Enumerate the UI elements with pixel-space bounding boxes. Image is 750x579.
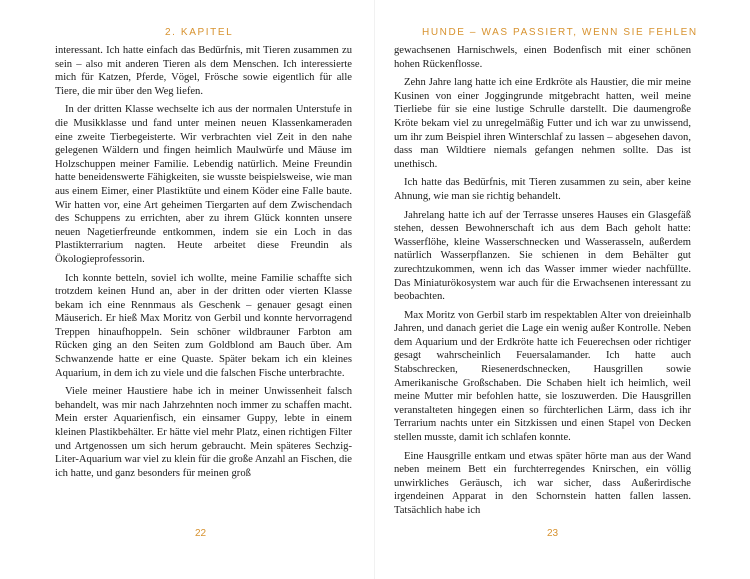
paragraph: Ich hatte das Bedürfnis, mit Tieren zusammen zu sein, aber keine Ahnung, wie man sie richtig behandelt. [394, 177, 691, 202]
page-number-left: 22 [195, 528, 207, 539]
paragraph: Jahrelang hatte ich auf der Terrasse unseres Hauses ein Glasgefäß stehen, dessen Bewohnerschaft ich aus dem Bach geholt hatte: Wasserflöhe, kleine Wasserschnecken und Wasserasseln, außerdem natürlich Wasserpflanzen. Sie schienen in dem Behälter gut zurechtzukommen, wenn ich das Wasser immer wieder nachfüllte. Das Miniaturökosystem war auch für die Erwachsenen interessant zu beobachten. [394, 209, 691, 303]
right-page [375, 0, 750, 579]
paragraph: interessant. Ich hatte einfach das Bedürfnis, mit Tieren zusammen zu sein – also mit anderen Tieren als dem Menschen. Ich interessierte mich für Katzen, Pferde, Vögel, Frösche sowie eigentlich für alle Tiere, die mir über den Weg liefen. [55, 45, 352, 97]
paragraph: Viele meiner Haustiere habe ich in meiner Unwissenheit falsch behandelt, was mir nach Jahrzehnten noch immer zu schaffen macht. Mein erster Aquarienfisch, ein einsamer Guppy, lebte in einem kleinen Plastikbehälter. Er hätte viel mehr Platz, einen richtigen Filter und Artgenossen um sich herum gebraucht. Mein späteres Sechzig-Liter-Aquarium war viel zu klein für die große Anzahl an Fischen, die ich hatte, und ganz besonders für meinen groß [55, 386, 352, 479]
paragraph: In der dritten Klasse wechselte ich aus der normalen Unterstufe in die Musikklasse und fand unter meinen neuen Klassenkameraden eine zweite Tierbegeisterte. Wir verbrachten viel Zeit in den nahe gelegenen Wäldern und fingen heimlich Maulwürfe und Mäuse im Holzschuppen meiner Familie. Lebendig natürlich. Meine Freundin hatte beneidenswerte Fähigkeiten, sie wusste beispielsweise, wie man aus einem Eimer, einer Plastiktüte und einem Köder eine Falle baute. Wir hatten vor, eine Art geheimen Tiergarten auf dem Zwischendach des Schuppens zu errichten, aber zu ihrem Glück konnten unsere neuen Nagetierfreunde entkommen, indem sie ein Loch in das Plastikterrarium nagten. Heute arbeitet diese Freundin als Ökologieprofessorin. [55, 104, 352, 265]
paragraph: Eine Hausgrille entkam und etwas später hörte man aus der Wand neben meinem Bett ein furchterregendes Knirschen, ein völlig unwirkliches Geräusch, ich war sicher, dass Außerirdische irgendeinen Apparat in den Schornstein hatten fallen lassen. Tatsächlich habe ich [394, 450, 691, 516]
paragraph: Max Moritz von Gerbil starb im respektablen Alter von dreieinhalb Jahren, und danach geriet die Lage ein wenig außer Kontrolle. Neben dem Aquarium und der Erdkröte hatte ich Feuerechsen oder richtiger gesagt wahrscheinlich Feuersalamander. Ich hatte auch Stabschrecken, Riesenerdschnecken, Hausgrillen sowie Amerikanische Großschaben. Die Schaben hielt ich heimlich, weil meine Mutter mir befohlen hatte, sie loszuwerden. Die Hausgrillen veranstalteten hingegen einen so fürchterlichen Lärm, dass ich ihr Terrarium nachts unter ein Sitzkissen und einen Stapel von Decken stellen musste, damit ich schlafen konnte. [394, 309, 691, 444]
right-page-body [394, 44, 691, 523]
running-head-right: HUNDE – WAS PASSIERT, WENN SIE FEHLEN [422, 27, 698, 38]
running-head-left: 2. KAPITEL [165, 27, 234, 38]
paragraph: gewachsenen Harnischwels, einen Bodenfisch mit einer schönen hohen Rückenflosse. [394, 45, 691, 70]
paragraph: Ich konnte betteln, soviel ich wollte, meine Familie schaffte sich trotzdem keinen Hund an, aber in der dritten oder vierten Klasse bekam ich eine Rennmaus als Geschenk – genauer gesagt einen Mäuserich. Er hieß Max Moritz von Gerbil und konnte hervorragend Treppen hinaufhoppeln. Sein schöner wildbrauner Farbton am Rücken ging an den Seiten zum Goldblond am Bauch über. Am Schwanzende hatte er eine Quaste. Später bekam ich ein kleines Aquarium, in dem ich zu viele und die falschen Fische unterbrachte. [55, 272, 352, 379]
left-page-body [55, 44, 352, 485]
page-number-right: 23 [547, 528, 559, 539]
paragraph: Zehn Jahre lang hatte ich eine Erdkröte als Haustier, die mir meine Kusinen von einer Joggingrunde mitgebracht hatten, weil meine Tierliebe für sie eine lustige Schrulle darstellt. Die daumengroße Kröte bekam viel zu unregelmäßig Futter und ich war zu unwissend, um ihr zum Beispiel ihren Winterschlaf zu lassen – abgesehen davon, dass man Wildtiere niemals gefangen nehmen sollte. Das ist unethisch. [394, 77, 691, 170]
